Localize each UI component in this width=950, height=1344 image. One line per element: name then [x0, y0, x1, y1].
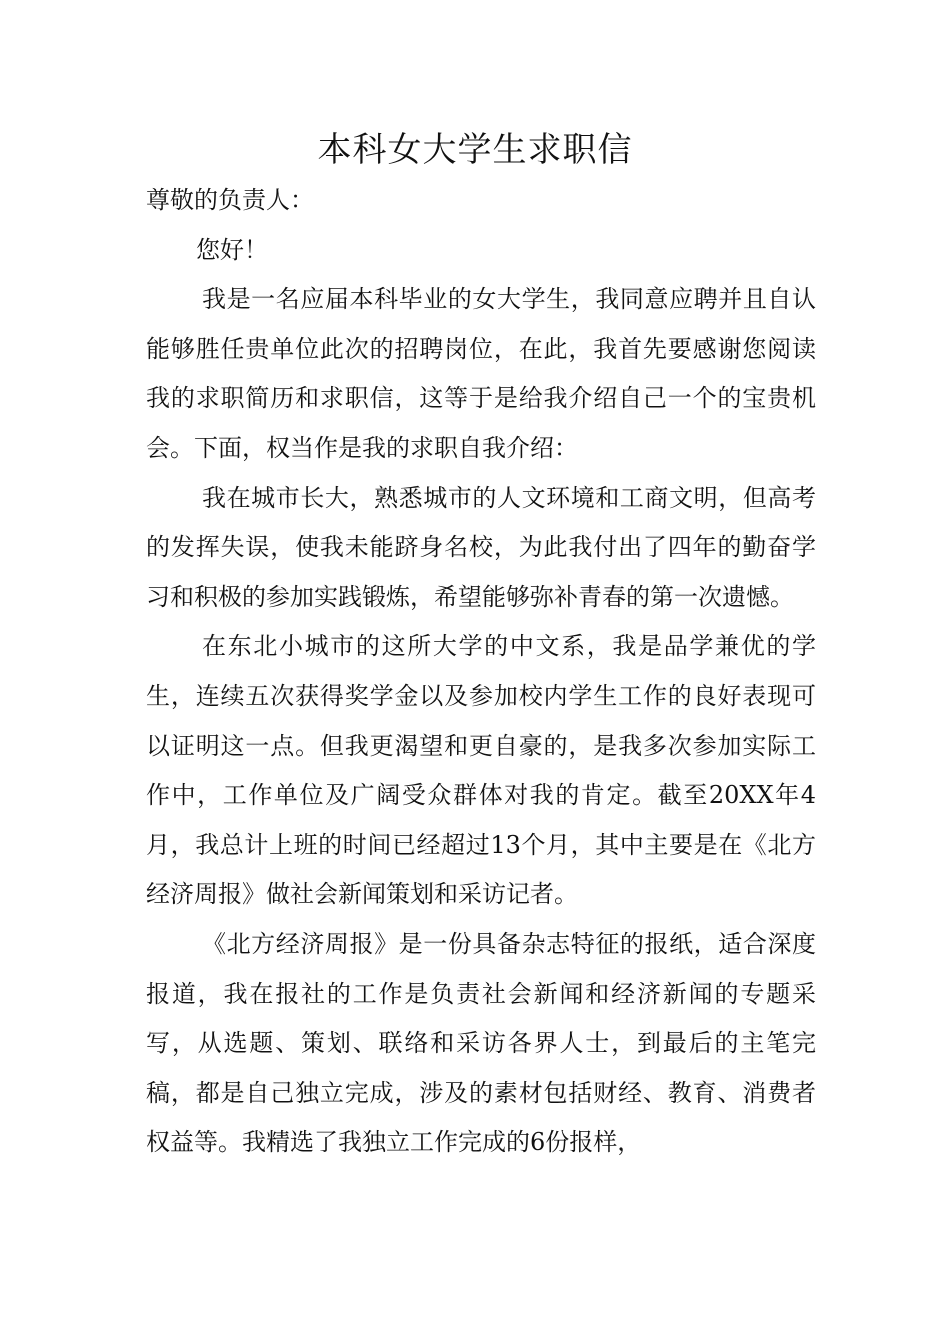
paragraph-university: 在东北小城市的这所大学的中文系，我是品学兼优的学生，连续五次获得奖学金以及参加校内学生工作的良好表现可以证明这一点。但我更渴望和更自豪的，是我多次参加实际工作中，工作单位及广阔受众群体对我的肯定。截至20XX年4月，我总计上班的时间已经超过13个月，其中主要是在《北方经济周报》做社会新闻策划和采访记者。 [146, 632, 816, 909]
letter-body [146, 176, 816, 1168]
paragraph-newspaper: 《北方经济周报》是一份具备杂志特征的报纸，适合深度报道，我在报社的工作是负责社会新闻和经济新闻的专题采写，从选题、策划、联络和采访各界人士，到最后的主笔完稿，都是自己独立完成，涉及的素材包括财经、教育、消费者权益等。我精选了我独立工作完成的6份报样， [146, 929, 816, 1157]
greeting: 您好！ [196, 235, 268, 264]
paragraph-intro: 我是一名应届本科毕业的女大学生，我同意应聘并且自认能够胜任贵单位此次的招聘岗位，在此，我首先要感谢您阅读我的求职简历和求职信，这等于是给我介绍自己一个的宝贵机会。下面，权当作是我的求职自我介绍： [146, 285, 816, 462]
salutation: 尊敬的负责人： [146, 186, 314, 214]
paragraph-background: 我在城市长大，熟悉城市的人文环境和工商文明，但高考的发挥失误，使我未能跻身名校，为此我付出了四年的勤奋学习和积极的参加实践锻炼，希望能够弥补青春的第一次遗憾。 [146, 483, 816, 611]
document-title: 本科女大学生求职信 [317, 130, 633, 170]
